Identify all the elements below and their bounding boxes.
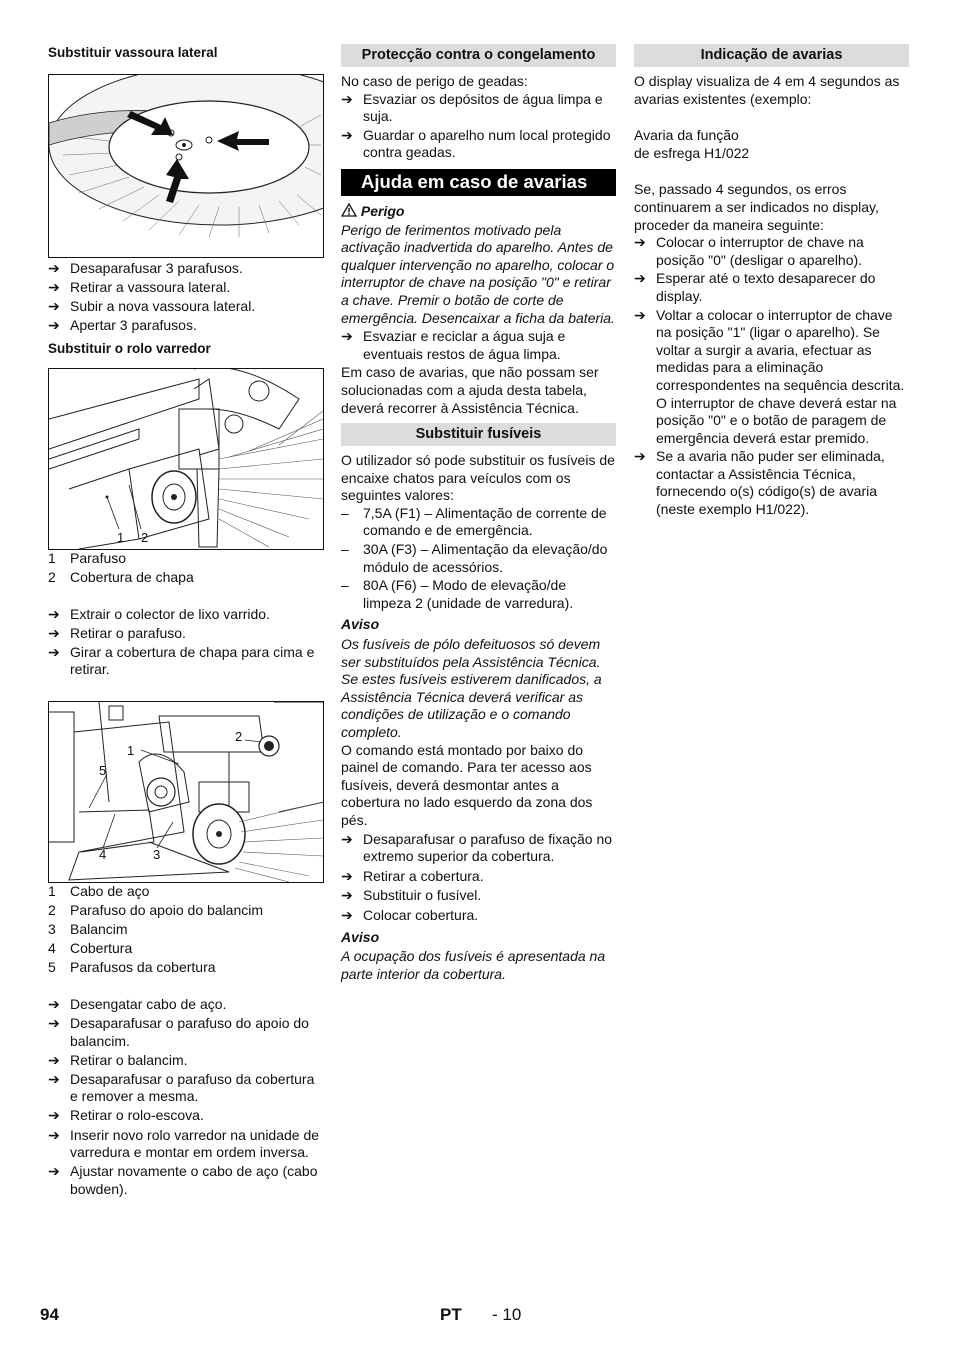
list-item: ➔ Substituir o fusível. <box>341 887 482 904</box>
note-label: Aviso <box>341 928 380 945</box>
note-label: Aviso <box>341 616 380 633</box>
list-item: ➔ Esperar até o texto desaparecer do display. <box>634 270 876 304</box>
rocker-legend <box>48 883 324 977</box>
column-left <box>48 44 324 1198</box>
list-item: ➔ Retirar o balancim. <box>48 1051 188 1068</box>
arrow-icon: ➔ <box>48 1126 60 1143</box>
arrow-icon: ➔ <box>634 448 646 465</box>
arrow-icon: ➔ <box>48 643 60 660</box>
callout-1: 1 <box>117 529 125 545</box>
figure-roller-cover <box>48 368 324 550</box>
legend-item: 2 Parafuso do apoio do balancim <box>48 902 264 919</box>
danger-text: Perigo de ferimentos motivado pela activação inadvertida do aparelho. Antes de qualquer intervenção no aparelho, colocar o interruptor de chave na posição "0" e retirar a chave. Premir o botão de corte de emergência. Desencaixar a ficha da bateria. <box>341 221 615 326</box>
danger-label-row <box>341 203 616 221</box>
example-line-1: Avaria da função <box>634 127 739 144</box>
list-item: ➔ Desengatar cabo de aço. <box>48 995 227 1012</box>
list-item: ➔ Retirar a cobertura. <box>341 867 484 884</box>
heading-frost: Protecção contra o congelamento <box>341 44 616 67</box>
legend-item: 1 Parafuso <box>48 549 127 566</box>
callout-4: 4 <box>99 846 107 862</box>
heading-fuses: Substituir fusíveis <box>341 423 616 446</box>
example-line-2: de esfrega H1/022 <box>634 144 750 161</box>
arrow-icon: ➔ <box>341 906 353 923</box>
list-item: ➔ Desaparafusar o parafuso de fixação no extremo superior da cobertura. <box>341 830 613 865</box>
roller-steps-a <box>48 606 324 679</box>
list-item: ➔ Retirar o rolo-escova. <box>48 1107 204 1124</box>
list-item: – 7,5A (F1) – Alimentação de corrente de comando e de emergência. <box>341 504 607 539</box>
list-item: ➔ Se a avaria não puder ser eliminada, contactar a Assistência Técnica, fornecendo o(s) código(s) de avaria (neste exemplo H1/022). <box>634 448 885 518</box>
roller-steps-b <box>48 996 324 1199</box>
arrow-icon: ➔ <box>634 234 646 251</box>
language-code: PT <box>440 1305 462 1324</box>
page-number: 94 <box>40 1305 59 1324</box>
legend-item: 3 Balancim <box>48 921 128 938</box>
arrow-icon: ➔ <box>634 306 646 323</box>
danger-label: Perigo <box>360 202 405 219</box>
callout-5: 5 <box>99 762 107 778</box>
arrow-icon: ➔ <box>48 317 60 334</box>
list-item: ➔ Esvaziar e reciclar a água suja e eventuais restos de água limpa. <box>341 328 566 362</box>
column-right <box>634 44 909 519</box>
arrow-icon: ➔ <box>48 995 60 1012</box>
list-item: ➔ Desaparafusar 3 parafusos. <box>48 260 243 276</box>
arrow-icon: ➔ <box>341 887 353 904</box>
note-text: A ocupação dos fusíveis é apresentada na parte interior da cobertura. <box>341 948 606 982</box>
arrow-icon: ➔ <box>48 1107 60 1124</box>
legend-item: 4 Cobertura <box>48 940 133 957</box>
callout-2: 2 <box>141 529 149 545</box>
list-item: ➔ Ajustar novamente o cabo de aço (cabo bowden). <box>48 1163 318 1197</box>
arrow-icon: ➔ <box>341 867 353 884</box>
side-brush-steps <box>48 260 324 335</box>
callout-3: 3 <box>153 846 161 862</box>
list-item: ➔ Extrair o colector de lixo varrido. <box>48 605 270 622</box>
list-item: ➔ Girar a cobertura de chapa para cima e retirar. <box>48 643 315 678</box>
heading-faults: Indicação de avarias <box>634 44 909 67</box>
arrow-icon: ➔ <box>48 605 60 622</box>
arrow-icon: ➔ <box>48 298 60 315</box>
heading-roller: Substituir o rolo varredor <box>48 340 211 356</box>
list-item: ➔ Esvaziar os depósitos de água limpa e suja. <box>341 90 603 125</box>
list-item: ➔ Colocar cobertura. <box>341 906 479 923</box>
list-item: ➔ Desaparafusar o parafuso da cobertura e remover a mesma. <box>48 1070 315 1105</box>
list-item: – 30A (F3) – Alimentação da elevação/do módulo de acessórios. <box>341 541 608 575</box>
list-item: ➔ Colocar o interruptor de chave na posição "0" (desligar o aparelho). <box>634 234 864 268</box>
callout-1: 1 <box>127 742 135 758</box>
section-page: - 10 <box>492 1305 522 1324</box>
note-text: Os fusíveis de pólo defeituosos só devem ser substituídos pela Assistência Técnica. Se estes fusíveis estiverem danificados, a Assistência Técnica deverá verificar as condições de utilização e o comando completo. <box>341 636 602 740</box>
figure-side-brush <box>48 74 324 258</box>
arrow-icon: ➔ <box>48 260 60 276</box>
arrow-icon: ➔ <box>48 1051 60 1068</box>
legend-item: 1 Cabo de aço <box>48 882 150 899</box>
arrow-icon: ➔ <box>48 624 60 641</box>
heading-side-brush: Substituir vassoura lateral <box>48 45 218 60</box>
help-text: Em caso de avarias, que não possam ser solucionadas com a ajuda desta tabela, deverá recorrer à Assistência Técnica. <box>341 364 599 416</box>
arrow-icon: ➔ <box>341 830 353 847</box>
list-item: ➔ Retirar o parafuso. <box>48 624 186 641</box>
arrow-icon: ➔ <box>634 270 646 287</box>
figure-rocker <box>48 701 324 883</box>
faults-text: Se, passado 4 segundos, os erros continuarem a ser indicados no display, proceder da maneira seguinte: <box>634 181 879 233</box>
roller-cover-drawing <box>49 369 324 550</box>
arrow-icon: ➔ <box>48 1015 60 1031</box>
fuses-text: O comando está montado por baixo do painel de comando. Para ter acesso aos fusíveis, deverá desmontar antes a cobertura no lado esquerdo da zona dos pés. <box>341 741 593 828</box>
arrow-icon: ➔ <box>341 328 353 345</box>
list-item: ➔ Subir a nova vassoura lateral. <box>48 298 256 315</box>
arrow-icon: ➔ <box>341 90 353 107</box>
list-item: ➔ Guardar o aparelho num local protegido contra geadas. <box>341 126 611 161</box>
legend-item: 2 Cobertura de chapa <box>48 568 194 585</box>
arrow-icon: ➔ <box>48 1163 60 1180</box>
list-item: ➔ Desaparafusar o parafuso do apoio do balancim. <box>48 1015 309 1049</box>
fuses-intro: O utilizador só pode substituir os fusíveis de encaixe chatos para veículos com os seguintes valores: <box>341 452 615 504</box>
list-item: ➔ Voltar a colocar o interruptor de chave na posição "1" (ligar o aparelho). Se voltar a surgir a avaria, efectuar as medidas para a eliminação correspondentes na sequência descrita. O interruptor de chave deverá estar na posição "0" e o botão de paragem de emergência deverá estar premido. <box>634 306 905 446</box>
arrow-icon: ➔ <box>48 279 60 296</box>
legend-item: 5 Parafusos da cobertura <box>48 959 216 976</box>
faults-intro: O display visualiza de 4 em 4 segundos as avarias existentes (exemplo: <box>634 73 900 107</box>
list-item: ➔ Inserir novo rolo varredor na unidade de varredura e montar em ordem inversa. <box>48 1126 320 1161</box>
side-brush-drawing <box>49 75 324 258</box>
rocker-drawing <box>49 702 324 883</box>
arrow-icon: ➔ <box>48 1070 60 1087</box>
roller-cover-legend <box>48 550 324 587</box>
column-middle <box>341 44 616 983</box>
frost-intro: No caso de perigo de geadas: <box>341 73 528 89</box>
list-item: ➔ Apertar 3 parafusos. <box>48 317 197 334</box>
heading-help: Ajuda em caso de avarias <box>341 169 616 196</box>
callout-2: 2 <box>235 728 243 744</box>
list-item: ➔ Retirar a vassoura lateral. <box>48 279 231 296</box>
arrow-icon: ➔ <box>341 126 353 143</box>
list-item: – 80A (F6) – Modo de elevação/de limpeza 2 (unidade de varredura). <box>341 577 574 611</box>
warning-triangle-icon <box>341 203 361 219</box>
